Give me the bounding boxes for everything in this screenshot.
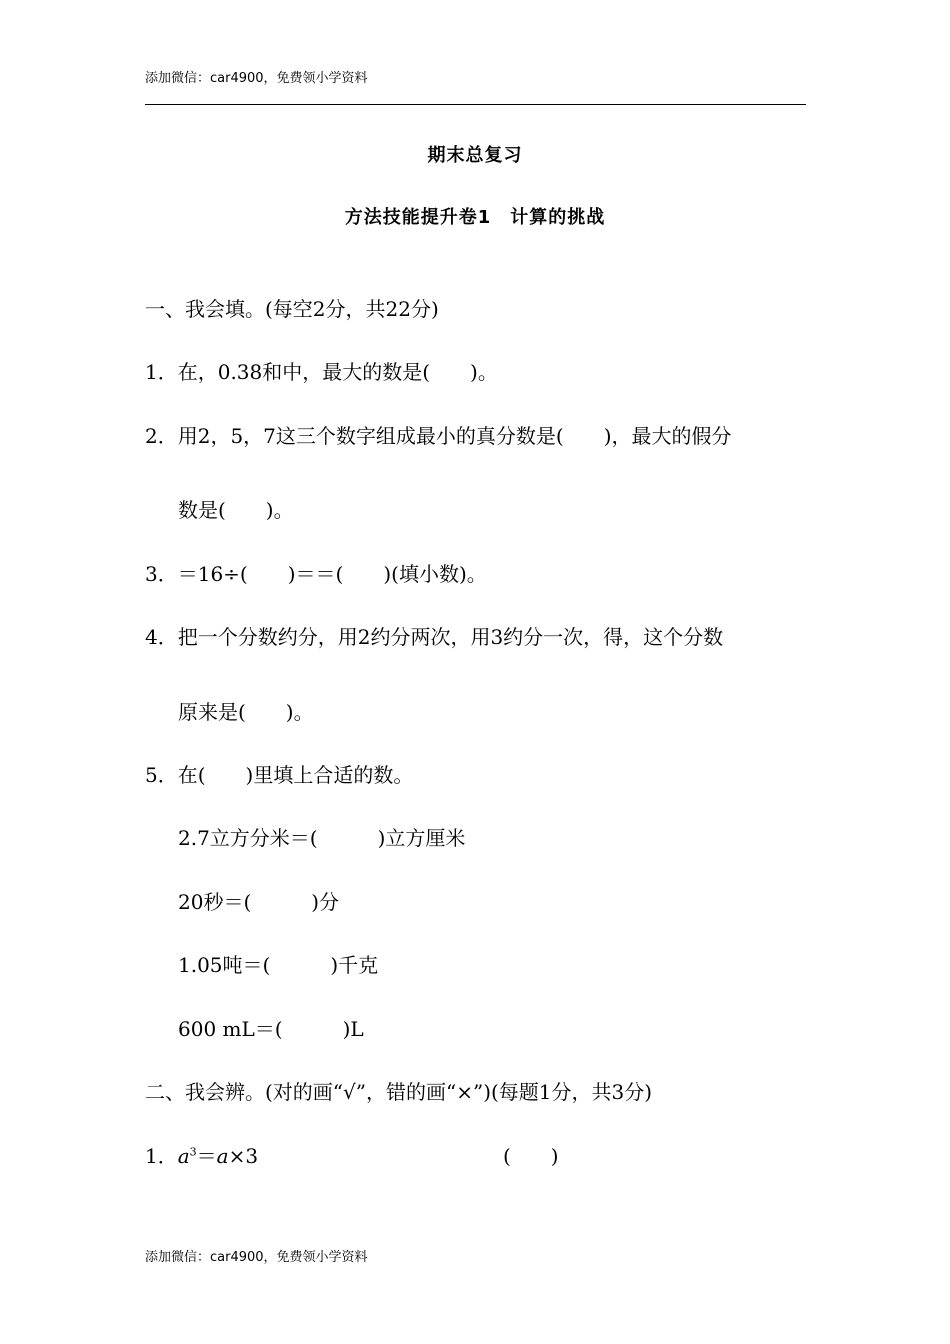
expression-rest: ×3: [228, 1144, 259, 1168]
question-1-5-item: 2.7立方分米＝( )立方厘米: [178, 826, 466, 850]
question-1-3: 3．＝16÷( )＝＝( )(填小数)。: [145, 562, 487, 586]
page-subtitle: 方法技能提升卷1 计算的挑战: [344, 207, 606, 228]
variable-a: a: [216, 1144, 229, 1168]
question-1-5-item: 600 mL＝( )L: [178, 1017, 364, 1041]
question-2-1: [145, 1140, 258, 1169]
equals-sign: ＝: [196, 1144, 217, 1168]
question-number: 1．: [145, 1144, 178, 1168]
section2-heading: 二、我会辨。(对的画“√”，错的画“×”)(每题1分，共3分): [145, 1080, 653, 1104]
question-1-2-line1: 2．用2，5，7这三个数字组成最小的真分数是( )，最大的假分: [145, 424, 732, 448]
exponent: 3: [189, 1145, 197, 1159]
header-note: 添加微信：car4900，免费领小学资料: [145, 71, 368, 86]
question-1-4-line2: 原来是( )。: [178, 700, 314, 724]
question-1-5: 5．在( )里填上合适的数。: [145, 763, 414, 787]
question-1-2-line2: 数是( )。: [178, 498, 294, 522]
variable-a: a: [177, 1144, 190, 1168]
question-1-1: 1．在，0.38和中，最大的数是( )。: [145, 360, 498, 384]
section1-heading: 一、我会填。(每空2分，共22分): [145, 297, 439, 321]
question-1-5-item: 20秒＝( )分: [178, 890, 340, 914]
question-1-5-item: 1.05吨＝( )千克: [178, 953, 379, 977]
footer-note: 添加微信：car4900，免费领小学资料: [145, 1250, 368, 1265]
page-title: 期末总复习: [427, 145, 523, 166]
question-1-4-line1: 4．把一个分数约分，用2约分两次，用3约分一次，得，这个分数: [145, 625, 724, 649]
header-rule: [145, 104, 806, 105]
answer-blank[interactable]: ( ): [503, 1144, 559, 1168]
